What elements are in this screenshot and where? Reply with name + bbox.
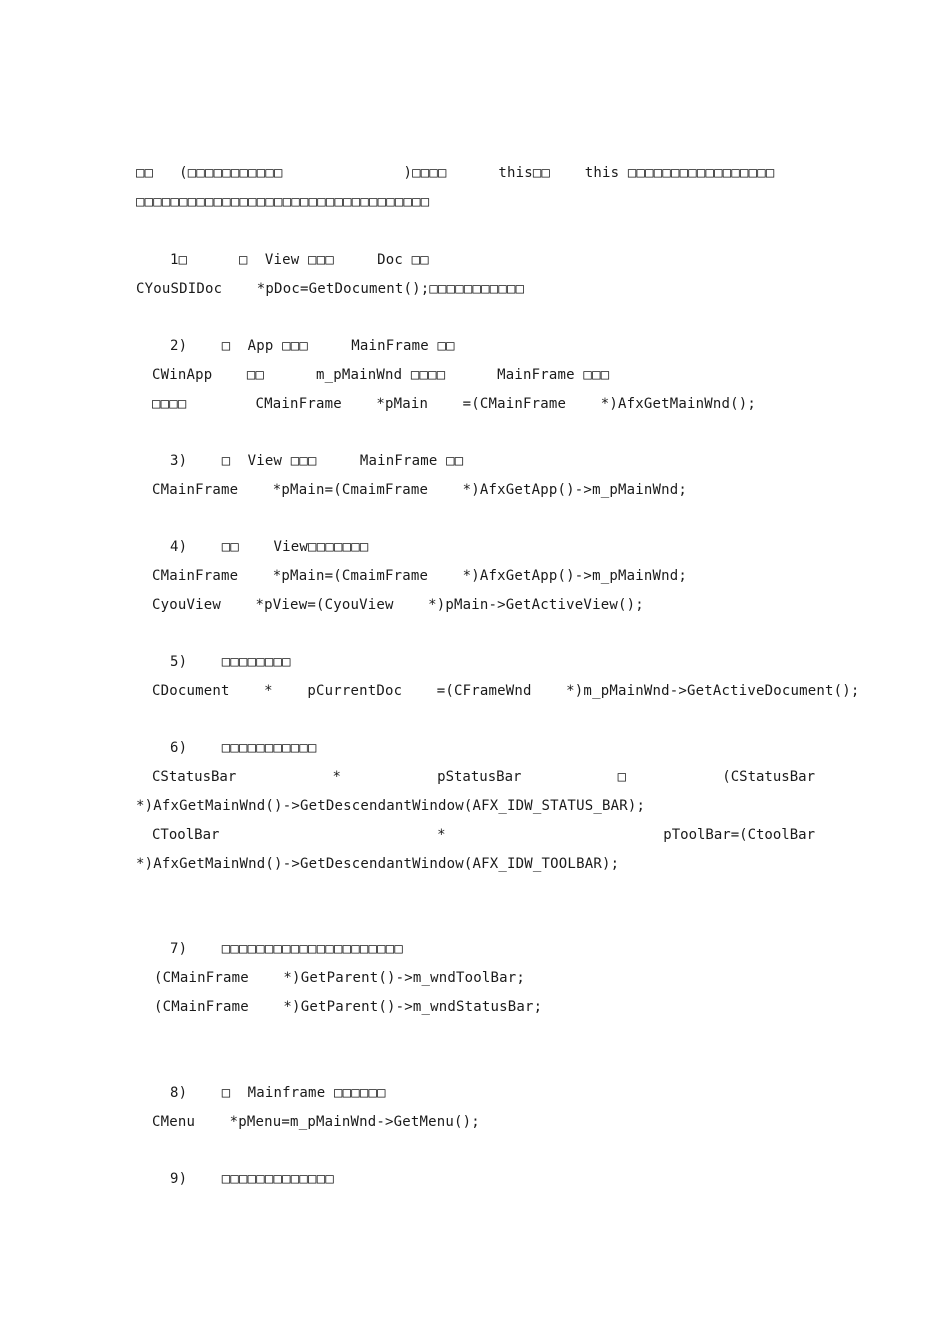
section-3-code-1: CMainFrame *pMain=(CmaimFrame *)AfxGetApp()->m_pMainWnd; — [152, 482, 687, 498]
section-1-heading: 1□ □ View □□□ Doc □□ — [170, 252, 429, 268]
toolbar-part-2: * — [437, 827, 446, 843]
section-8-heading: 8) □ Mainframe □□□□□□ — [170, 1085, 386, 1101]
section-7-heading: 7) □□□□□□□□□□□□□□□□□□□□□ — [170, 941, 403, 957]
section-2-code-1: CWinApp □□ m_pMainWnd □□□□ MainFrame □□□ — [152, 367, 610, 383]
toolbar-line — [152, 826, 815, 844]
toolbar-part-1: CToolBar — [152, 827, 220, 843]
intro-line-2: □□□□□□□□□□□□□□□□□□□□□□□□□□□□□□□□□□ — [136, 194, 430, 210]
section-8-code-1: CMenu *pMenu=m_pMainWnd->GetMenu(); — [152, 1114, 480, 1130]
section-9-heading: 9) □□□□□□□□□□□□□ — [170, 1171, 334, 1187]
status-bar-continuation: *)AfxGetMainWnd()->GetDescendantWindow(AFX_IDW_STATUS_BAR); — [136, 798, 646, 814]
toolbar-continuation: *)AfxGetMainWnd()->GetDescendantWindow(AFX_IDW_TOOLBAR); — [136, 856, 620, 872]
status-bar-part-1: CStatusBar — [152, 769, 237, 785]
section-7-code-1: (CMainFrame *)GetParent()->m_wndToolBar; — [154, 970, 526, 986]
intro-line-1: □□ (□□□□□□□□□□□ )□□□□ this□□ this □□□□□□□□□□□□□□□□□ — [136, 165, 775, 181]
section-2-heading: 2) □ App □□□ MainFrame □□ — [170, 338, 455, 354]
section-3-heading: 3) □ View □□□ MainFrame □□ — [170, 453, 464, 469]
section-5-code-1: CDocument * pCurrentDoc =(CFrameWnd *)m_pMainWnd->GetActiveDocument(); — [152, 683, 860, 699]
status-bar-line — [152, 768, 815, 786]
section-4-code-2: CyouView *pView=(CyouView *)pMain->GetActiveView(); — [152, 597, 644, 613]
status-bar-part-3: pStatusBar — [437, 769, 522, 785]
section-6-heading: 6) □□□□□□□□□□□ — [170, 740, 317, 756]
section-5-heading: 5) □□□□□□□□ — [170, 654, 291, 670]
section-7-code-2: (CMainFrame *)GetParent()->m_wndStatusBar; — [154, 999, 543, 1015]
toolbar-part-3: pToolBar=(CtoolBar — [663, 827, 815, 843]
status-bar-part-4: □ — [617, 769, 627, 785]
status-bar-part-5: (CStatusBar — [722, 769, 815, 785]
section-2-code-2: □□□□ CMainFrame *pMain =(CMainFrame *)AfxGetMainWnd(); — [152, 396, 757, 412]
section-4-code-1: CMainFrame *pMain=(CmaimFrame *)AfxGetApp()->m_pMainWnd; — [152, 568, 687, 584]
section-1-code-1: CYouSDIDoc *pDoc=GetDocument();□□□□□□□□□□□ — [136, 281, 525, 297]
section-4-heading: 4) □□ View□□□□□□□ — [170, 539, 369, 555]
status-bar-part-2: * — [332, 769, 341, 785]
